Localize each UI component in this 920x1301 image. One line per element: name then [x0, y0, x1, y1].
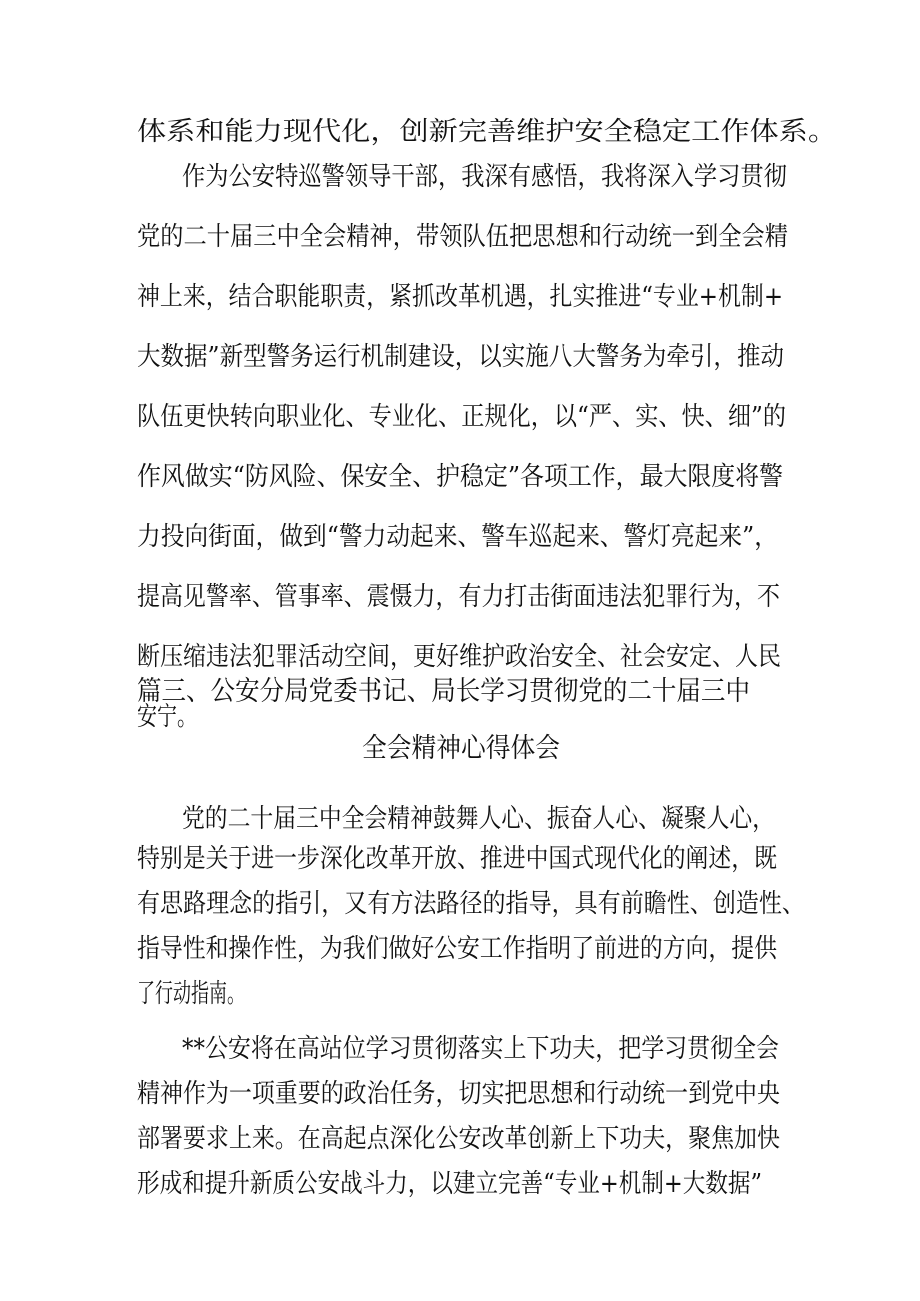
- section-heading: [0, 668, 920, 716]
- heading-line-2: 全会精神心得体会: [362, 733, 561, 764]
- paragraph-line: [0, 573, 920, 621]
- paragraph-line: [0, 393, 920, 441]
- paragraph-line: [0, 835, 920, 883]
- paragraph-line: [0, 970, 920, 1018]
- paragraph-line: [0, 513, 920, 561]
- line-text: 提高见警率、管事率、震慑力，有力打击街面违法犯罪行为，不: [137, 582, 780, 612]
- line-text: 特别是关于进一步深化改革开放、推进中国式现代化的阐述，既: [137, 844, 777, 874]
- paragraph-line: [0, 880, 920, 928]
- line-text: 作风做实“防风险、保安全、护稳定”各项工作，最大限度将警: [137, 462, 784, 492]
- paragraph-line: [0, 925, 920, 973]
- line-text: 党的二十届三中全会精神，带领队伍把思想和行动统一到全会精: [137, 222, 788, 252]
- paragraph-line: [0, 153, 920, 201]
- paragraph-line: [0, 1070, 920, 1118]
- heading-line-1: 篇三、公安分局党委书记、局长学习贯彻党的二十届三中: [137, 676, 750, 707]
- line-text: 精神作为一项重要的政治任务，切实把思想和行动统一到党中央: [137, 1079, 780, 1109]
- line-text: 安宁。: [137, 702, 198, 732]
- line-text: 力投向街面，做到“警力动起来、警车巡起来、警灯亮起来”，: [137, 522, 778, 552]
- line-text: 了行动指南。: [137, 979, 245, 1009]
- line-text: 指导性和操作性，为我们做好公安工作指明了前进的方向，提供: [137, 934, 777, 964]
- paragraph-line: [0, 1160, 920, 1208]
- paragraph-line: [0, 453, 920, 501]
- line-text: 党的二十届三中全会精神鼓舞人心、振奋人心、凝聚人心，: [182, 804, 776, 834]
- line-text: 大数据”新型警务运行机制建设，以实施八大警务为牵引，推动: [137, 342, 784, 372]
- paragraph-line: [0, 1115, 920, 1163]
- line-text: 形成和提升新质公安战斗力，以建立完善“专业+机制+大数据”: [137, 1169, 763, 1199]
- paragraph-line: [0, 108, 920, 156]
- line-text: **公安将在高站位学习贯彻落实上下功夫，把学习贯彻全会: [182, 1034, 779, 1064]
- line-text: 神上来，结合职能职责，紧抓改革机遇，扎实推进“专业+机制+: [137, 282, 784, 312]
- line-text: 断压缩违法犯罪活动空间，更好维护政治安全、社会安定、人民: [137, 642, 782, 672]
- line-text: 有思路理念的指引，又有方法路径的指导，具有前瞻性、创造性、: [137, 889, 805, 919]
- paragraph-line: [0, 213, 920, 261]
- line-text: 体系和能力现代化，创新完善维护安全稳定工作体系。: [137, 117, 838, 147]
- paragraph-line: [0, 273, 920, 321]
- paragraph-line: [0, 333, 920, 381]
- section-heading: [0, 725, 920, 773]
- paragraph-line: [0, 1025, 920, 1073]
- line-text: 作为公安特巡警领导干部，我深有感悟，我将深入学习贯彻: [182, 162, 787, 192]
- line-text: 队伍更快转向职业化、专业化、正规化，以“严、实、快、细”的: [137, 402, 787, 432]
- line-text: 部署要求上来。在高起点深化公安改革创新上下功夫，聚焦加快: [137, 1124, 780, 1154]
